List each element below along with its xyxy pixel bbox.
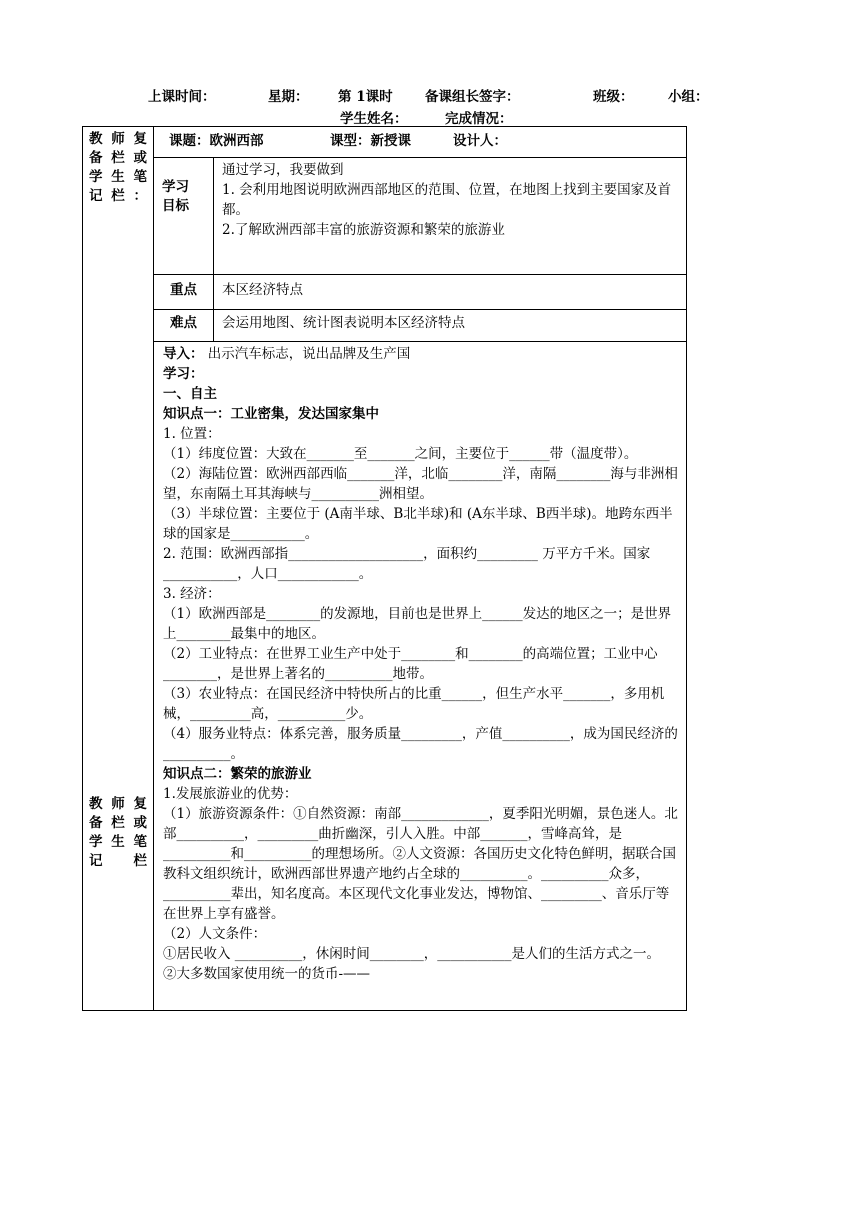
content-text: 1.发展旅游业的优势： (163, 786, 298, 802)
goals-label (162, 178, 189, 216)
side-line: 备栏或 (89, 150, 147, 166)
header-field: 学生姓名： (340, 111, 408, 127)
content-line (163, 424, 681, 444)
goals-text (222, 160, 680, 240)
content-line (163, 724, 681, 764)
content-line (163, 444, 681, 464)
content-line (163, 644, 681, 684)
row-divider-goals (153, 274, 687, 275)
row-divider-difficulty (153, 341, 687, 342)
content-text: 出示汽车标志，说出品牌及生产国 (203, 346, 411, 362)
content-text: （2）人文条件： (163, 926, 267, 942)
lesson-type: 课型：新授课 (330, 133, 411, 149)
side-note-bottom (89, 795, 147, 871)
lesson-content (163, 344, 681, 984)
label-column-divider (213, 157, 214, 341)
goals-label-line: 目标 (162, 198, 189, 214)
content-line (163, 964, 681, 984)
row-divider-topic (153, 157, 687, 158)
side-line: 学 生 笔 (89, 169, 147, 185)
side-line: 教 师 复 (89, 796, 147, 812)
content-line (163, 404, 681, 424)
content-line (163, 804, 681, 924)
content-text: （1）纬度位置：大致在_______至_______之间，主要位于______带（温度带）。 (163, 446, 638, 462)
side-line: 学 生 笔 (89, 834, 147, 850)
content-line (163, 384, 681, 404)
content-text: （2）海陆位置：欧洲西部西临_______洋，北临________洋，南隔________海与非洲相望，东南隔土耳其海峡与__________洲相望。 (163, 466, 678, 502)
header-field: 完成情况： (445, 111, 513, 127)
content-line (163, 684, 681, 724)
content-line (163, 924, 681, 944)
content-heading: 学习： (163, 366, 204, 382)
content-text: （4）服务业特点：体系完善，服务质量_________，产值__________，成为国民经济的__________。 (163, 726, 678, 762)
content-text: （3）农业特点：在国民经济中特快所占的比重______，但生产水平_______，多用机械，_________高，__________少。 (163, 686, 665, 722)
goals-label-line: 学习 (162, 179, 189, 195)
side-column-divider (153, 126, 154, 1011)
key-label: 重点 (170, 282, 197, 298)
side-line: 记栏 (89, 853, 147, 869)
content-text: 2. 范围：欧洲西部指____________________，面积约_________ 万平方千米。国家___________，人口____________。 (163, 546, 651, 582)
content-heading: 知识点二：繁荣的旅游业 (163, 766, 312, 782)
content-text: 1. 位置： (163, 426, 221, 442)
content-line (163, 504, 681, 544)
side-line: 记栏： (89, 188, 147, 204)
content-text: ①居民收入 __________，休闲时间________，___________是人们的生活方式之一。 (163, 946, 661, 962)
content-line (163, 604, 681, 644)
content-heading: 导入： (163, 346, 204, 362)
designer: 设计人： (453, 133, 507, 149)
header-field: 上课时间： (148, 89, 216, 105)
difficulty-label: 难点 (170, 315, 197, 331)
header-field: 备课组长签字： (425, 89, 520, 105)
header-field: 星期： (268, 89, 309, 105)
content-line (163, 784, 681, 804)
content-line (163, 584, 681, 604)
content-text: （3）半球位置：主要位于 (A南半球、B北半球)和 (A东半球、B西半球)。地跨东西半球的国家是___________。 (163, 506, 673, 542)
key-text: 本区经济特点 (222, 282, 303, 298)
content-line (163, 344, 681, 364)
goals-line: 2.了解欧洲西部丰富的旅游资源和繁荣的旅游业 (222, 222, 505, 238)
side-line: 教 师 复 (89, 131, 147, 147)
side-line: 备 栏 或 (89, 815, 147, 831)
side-note-top (89, 130, 147, 206)
row-divider-key (153, 309, 687, 310)
content-text: ②大多数国家使用统一的货币-—— (163, 966, 371, 982)
goals-line: 通过学习，我要做到 (222, 162, 344, 178)
topic-title: 课题：欧洲西部 (169, 133, 264, 149)
content-text: （1）欧洲西部是________的发源地，目前也是世界上______发达的地区之一；是世界上________最集中的地区。 (163, 606, 672, 642)
content-line (163, 464, 681, 504)
content-line (163, 944, 681, 964)
header-field: 班级： (593, 89, 634, 105)
difficulty-text: 会运用地图、统计图表说明本区经济特点 (222, 315, 465, 331)
content-text: （1）旅游资源条件：①自然资源：南部_____________，夏季阳光明媚，景色迷人。北部__________，_________曲折幽深，引人入胜。中部_______，雪峰高耸，是__________和__________的理想场所。②人文资源：各国历史文化特色鲜明，据联合国教科文组织统计，欧洲西部世界遗产地约占全球的__________。__________众多，__________辈出，知名度高。本区现代文化事业发达，博物馆、_________、音乐厅等在世界上享有盛誉。 (163, 806, 678, 922)
content-text: 3. 经济： (163, 586, 221, 602)
header-field: 小组： (668, 89, 709, 105)
content-heading: 一、自主 (163, 386, 217, 402)
content-line (163, 364, 681, 384)
content-text: （2）工业特点：在世界工业生产中处于________和________的高端位置；工业中心________，是世界上著名的__________地带。 (163, 646, 658, 682)
header-field: 第 1课时 (338, 89, 393, 105)
content-heading: 知识点一：工业密集，发达国家集中 (163, 406, 379, 422)
goals-line: 1. 会利用地图说明欧洲西部地区的范围、位置，在地图上找到主要国家及首都。 (222, 182, 672, 218)
content-line (163, 764, 681, 784)
content-line (163, 544, 681, 584)
